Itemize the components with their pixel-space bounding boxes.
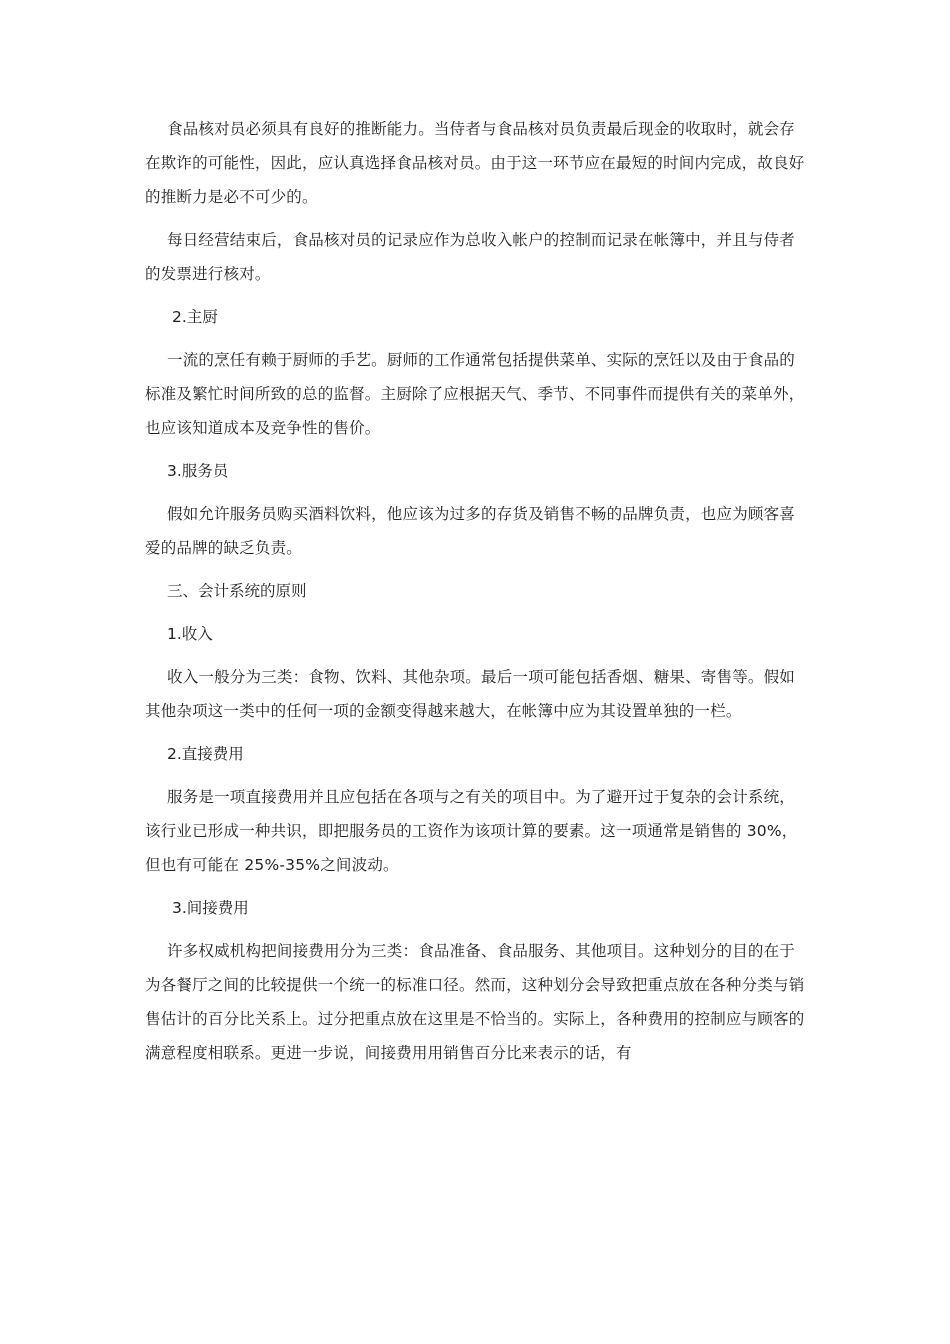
heading-waiter: 3.服务员 [167,462,229,480]
paragraph-indirect-costs: 许多权威机构把间接费用分为三类：食品准备、食品服务、其他项目。这种划分的目的在于为各餐厅之间的比较提供一个统一的标准口径。然而，这种划分会导致把重点放在各种分类与销售估计的百分比关系上。过分把重点放在这里是不恰当的。实际上，各种费用的控制应与顾客的满意程度相联系。更进一步说，间接费用用销售百分比来表示的话，有 [145,942,805,1062]
heading-revenue: 1.收入 [167,625,213,643]
paragraph-food-checker-judgment: 食品核对员必须具有良好的推断能力。当侍者与食品核对员负责最后现金的收取时，就会存在欺诈的可能性，因此，应认真选择食品核对员。由于这一环节应在最短的时间内完成，故良好的推断力是必不可少的。 [145,120,805,206]
heading-direct-costs: 2.直接费用 [167,745,244,763]
paragraph-revenue-categories: 收入一般分为三类：食物、饮料、其他杂项。最后一项可能包括香烟、糖果、寄售等。假如其他杂项这一类中的任何一项的金额变得越来越大，在帐簿中应为其设置单独的一栏。 [145,668,796,720]
heading-accounting-principles: 三、会计系统的原则 [167,582,307,600]
paragraph-chef-duties: 一流的烹任有赖于厨师的手艺。厨师的工作通常包括提供菜单、实际的烹饪以及由于食品的标准及繁忙时间所致的总的监督。主厨除了应根据天气、季节、不同事件而提供有关的菜单外，也应该知道成本及竞争性的售价。 [145,351,805,437]
heading-indirect-costs: 3.间接费用 [172,899,249,917]
paragraph-daily-records: 每日经营结束后，食品核对员的记录应作为总收入帐户的控制而记录在帐簿中，并且与侍者的发票进行核对。 [145,231,796,283]
paragraph-waiter-responsibility: 假如允许服务员购买酒料饮料，他应该为过多的存货及销售不畅的品牌负责，也应为顾客喜爱的品牌的缺乏负责。 [145,505,796,557]
document-body [145,112,807,1079]
heading-head-chef: 2.主厨 [172,308,218,326]
paragraph-direct-costs: 服务是一项直接费用并且应包括在各项与之有关的项目中。为了避开过于复杂的会计系统，该行业已形成一种共识，即把服务员的工资作为该项计算的要素。这一项通常是销售的 30%，但也有可能在 25%-35%之间波动。 [145,788,798,874]
